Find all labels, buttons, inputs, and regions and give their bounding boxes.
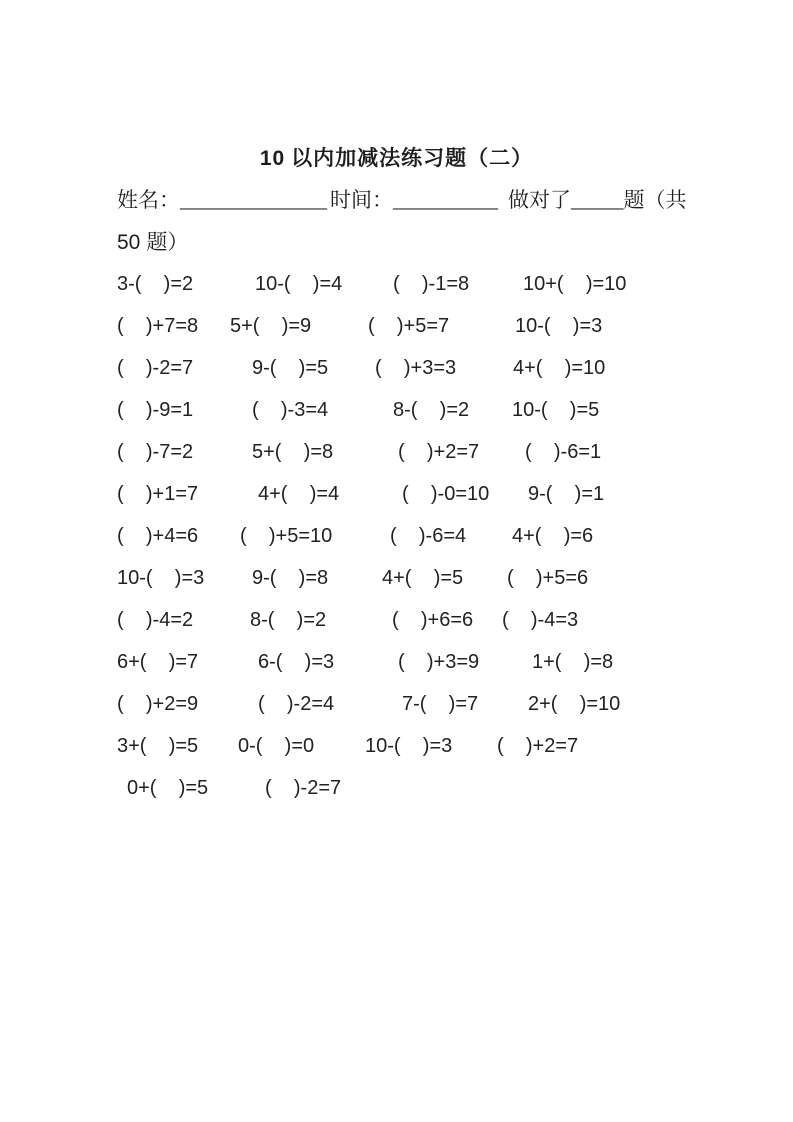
problem: 8-( )=2	[393, 399, 470, 421]
problem: ( )+3=9	[398, 651, 480, 673]
problem: 10-( )=4	[255, 273, 343, 295]
problem: ( )+7=8	[117, 315, 199, 337]
header-line	[0, 179, 793, 221]
problem: ( )+2=7	[497, 735, 579, 757]
problem-row	[0, 347, 793, 389]
problem-row	[0, 767, 793, 809]
problem: ( )+5=7	[368, 315, 450, 337]
problem: 4+( )=10	[513, 357, 606, 379]
score-label: 做对了	[508, 188, 571, 212]
problem-row	[0, 515, 793, 557]
problem: ( )+6=6	[392, 609, 474, 631]
problem: 3+( )=5	[117, 735, 199, 757]
problem: 9-( )=8	[252, 567, 329, 589]
problem: 4+( )=5	[382, 567, 464, 589]
problem: 10+( )=10	[523, 273, 627, 295]
problem: ( )-3=4	[252, 399, 329, 421]
problem-row	[0, 263, 793, 305]
problem: ( )-0=10	[402, 483, 490, 505]
worksheet-content	[0, 137, 793, 809]
problem: ( )+5=6	[507, 567, 589, 589]
problem-row	[0, 725, 793, 767]
problem-row	[0, 599, 793, 641]
problem: ( )-4=2	[117, 609, 194, 631]
problem-row	[0, 683, 793, 725]
problem-row	[0, 431, 793, 473]
score-field	[508, 179, 687, 221]
problem: 0+( )=5	[127, 777, 209, 799]
problem: 10-( )=3	[365, 735, 453, 757]
problem: 9-( )=5	[252, 357, 329, 379]
problem: ( )-6=1	[525, 441, 602, 463]
problem: ( )-4=3	[502, 609, 579, 631]
problem: 1+( )=8	[532, 651, 614, 673]
score-blank-line: _____	[571, 188, 624, 212]
name-field	[117, 179, 327, 221]
problem: 7-( )=7	[402, 693, 479, 715]
total-suffix: 题）	[146, 230, 189, 254]
problem: ( )+3=3	[375, 357, 457, 379]
problem: ( )-2=7	[265, 777, 342, 799]
problem: 5+( )=9	[230, 315, 312, 337]
problem: 8-( )=2	[250, 609, 327, 631]
problem: 6+( )=7	[117, 651, 199, 673]
problem: ( )-6=4	[390, 525, 467, 547]
problem: ( )+2=9	[117, 693, 199, 715]
problem: 4+( )=4	[258, 483, 340, 505]
problem-row	[0, 473, 793, 515]
problem-row	[0, 389, 793, 431]
problem: 3-( )=2	[117, 273, 194, 295]
problem-row	[0, 641, 793, 683]
problem: 2+( )=10	[528, 693, 621, 715]
total-count	[117, 221, 188, 264]
problem: 9-( )=1	[528, 483, 605, 505]
problem: 0-( )=0	[238, 735, 315, 757]
time-label: 时间：	[330, 188, 393, 212]
problem: 5+( )=8	[252, 441, 334, 463]
problem: 10-( )=5	[512, 399, 600, 421]
problem: ( )-2=4	[258, 693, 335, 715]
problem: ( )+5=10	[240, 525, 333, 547]
time-blank-line: __________	[393, 188, 498, 212]
name-label: 姓名：	[117, 188, 180, 212]
problem: ( )-1=8	[393, 273, 470, 295]
total-line	[0, 221, 793, 263]
title-text: 以内加减法练习题（二）	[291, 146, 534, 170]
problem: ( )-9=1	[117, 399, 194, 421]
problem: 10-( )=3	[117, 567, 205, 589]
total-number: 50	[117, 231, 141, 254]
problem: ( )+2=7	[398, 441, 480, 463]
time-field	[330, 179, 498, 221]
problem: 10-( )=3	[515, 315, 603, 337]
title-number: 10	[259, 147, 286, 170]
problem: 4+( )=6	[512, 525, 594, 547]
problem: ( )-7=2	[117, 441, 194, 463]
problem: 6-( )=3	[258, 651, 335, 673]
name-blank-line: ______________	[180, 188, 327, 212]
problem: ( )+1=7	[117, 483, 199, 505]
problem-row	[0, 557, 793, 599]
problem: ( )-2=7	[117, 357, 194, 379]
problem-row	[0, 305, 793, 347]
score-suffix: 题（共	[623, 188, 687, 212]
worksheet-title	[0, 137, 793, 179]
problem: ( )+4=6	[117, 525, 199, 547]
